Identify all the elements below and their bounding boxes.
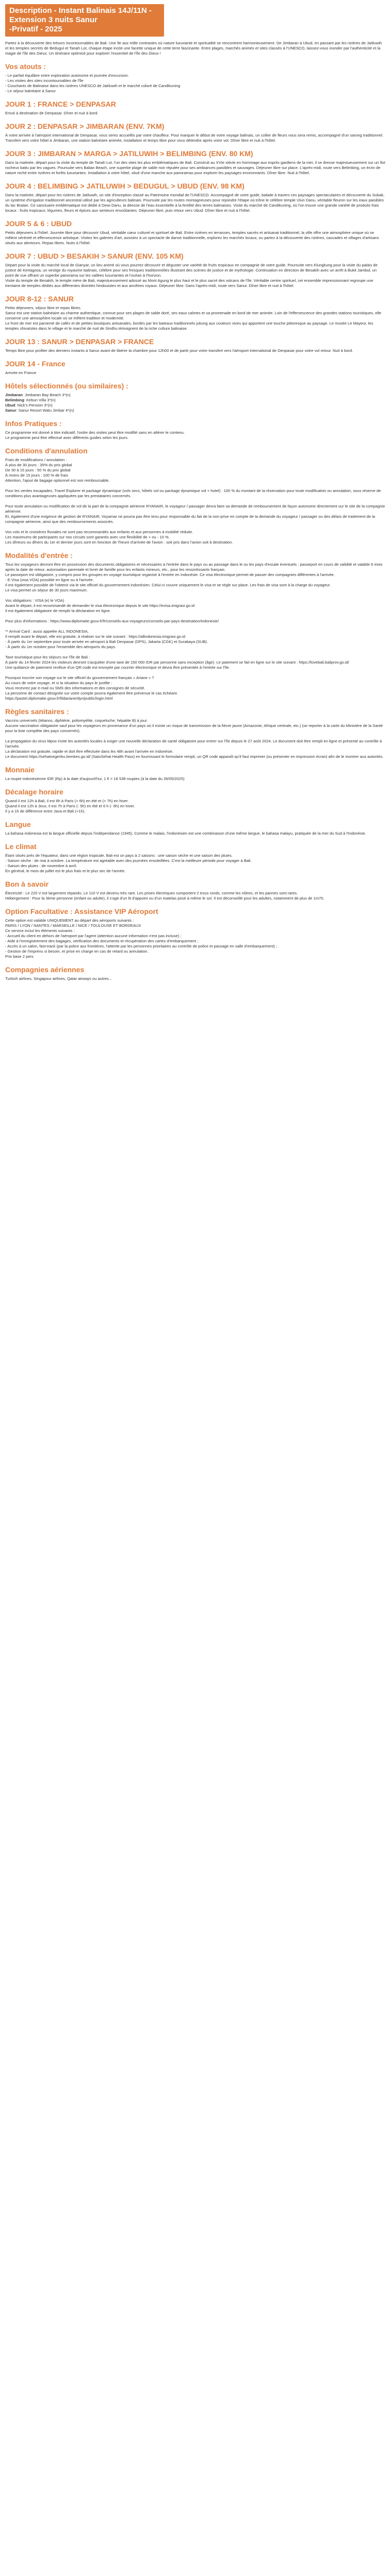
day-heading: JOUR 4 : BELIMBING > JATILUWIH > BEDUGUL > UBUD (ENV. 98 KM)	[5, 182, 245, 190]
atouts-item: - Le parfait équilibre entre exploration autonome et journée d'excursion.	[5, 73, 129, 78]
compagnies-heading: Compagnies aériennes	[5, 965, 85, 974]
day-text: Arrivée en France	[5, 370, 37, 375]
monnaie-heading: Monnaie	[5, 766, 35, 774]
hotels-heading: Hôtels sélectionnés (ou similaires) :	[5, 382, 128, 390]
page-title-line1: Description - Instant Balinais 14J/11N - Extension 3 nuits Sanur	[9, 6, 152, 24]
bon-savoir-heading: Bon à savoir	[5, 880, 49, 888]
day-heading: JOUR 13 : SANUR > DENPASAR > FRANCE	[5, 337, 154, 346]
day-heading: JOUR 3 : JIMBARAN > MARGA > JATILUWIH > BELIMBING (ENV. 80 KM)	[5, 149, 253, 158]
hotel-item: Sanur: Sanur Resort Watu Jimbar 4*(n)	[5, 408, 74, 413]
day-heading: JOUR 7 : UBUD > BESAKIH > SANUR (ENV. 105 KM)	[5, 252, 184, 260]
day-heading: JOUR 8-12 : SANUR	[5, 295, 74, 303]
option-text: Cette option est valable UNIQUEMENT au départ des aéroports suivants : PARIS / LYON / NANTES / MARSEILLE / NICE / TOULOUSE ET BORDEAUX Ce service inclut les éléments suivants : - Accueil du client en dehors de l'aéroport par l'agent (attention aucune information n'est pas incluse) ; - Aide à l'enregistrement des bagages, vérification des documents et récupération des cartes d'embarquement ; - Accès à un salon, fast-track (par la police aux frontières, l'attente par les personnes prioritaires au contrôle de police et passage en salle d'embarquement) ; - Gestion de l'imprévu si besoin, et prise en charge en cas de retard ou annulation. Prix base 2 pers	[5, 918, 278, 959]
day-text: Petits déjeuners, séjour libre et repas libres. Sanur est une station balnéaire au charme authentique, connue pour ses plages de sable doré, ses eaux calmes et sa promenade en bord de mer animée. Loin de l'effervescence des grandes stations touristiques, elle conserve une atmosphère locale où se mêlent tradition et modernité. Le front de mer est parsemé de cafés et de petites boutiques artisanales, bordés par les bateaux traditionnels jukung aux couleurs vives qui apportent une touche pittoresque au paysage. Le musée Le Mayeur, les temples shivaïstes dans le village et le marché de nuit de Sindhu témoignent de la riche culture balinaise.	[5, 306, 382, 331]
infos-text: Ce programme est donné à titre indicatif, l'ordre des visites peut être modifié sans en altérer le contenu. Le programme peut être effectué avec différents guides selon les jours.	[5, 430, 185, 440]
day-heading: JOUR 14 - France	[5, 360, 66, 368]
decalage-text: Quand il est 12h à Bali, il est 6h à Paris (+ 6h) en été et (+ 7h) en hiver. Quand il est 12h à Jeux, il est 7h à Paris (- 5h) en été et 6 h (- 6h) en hiver. Il y a 1h de différence entre Java et Bali (+1h).	[5, 799, 135, 814]
day-text: Départ pour la visite du marché local de Gianyar, un lieu animé où vous pourrez découvrir et déguster une variété de fruits tropicaux en compagnie de votre guide. Poursuite vers Klungkung pour la visite du palais de justice de Kertagosa, un vestige du royaume balinais, célèbre pour ses fresques traditionnelles illustrant des scènes de justice et de mythologie. Continuation en direction de Besakih avec un arrêt à Bukit Jambul, un point de vue offrant un superbe panorama sur les vallées luxuriantes et l'océan à l'horizon. Visite du temple de Besakih, le temple mère de Bali, majestueusement adossé au Mont Agung le plus haut et le plus sacré des volcans de l'île. Véritable centre spirituel, cet ensemble impressionnant regroupe une trentaine de temples dédiés aux différentes divinités hindouistes et aux ancêtres royaux. Déjeuner libre. Dans l'après-midi, route vers Sanur. Dîner libre et nuit à l'hôtel.	[5, 263, 378, 288]
compagnies-text: Turkish airlines, Singapour airlines, Qatar airways ou autres...	[5, 976, 112, 981]
atouts-item: - Le séjour balnéaire à Sanur	[5, 89, 56, 93]
day-heading: JOUR 1 : FRANCE > DENPASAR	[5, 100, 116, 108]
monnaie-text: La roupie indonésienne IDR (Rp) à la date d'aujourd'hui, 1 € = 18 538 roupies (à la date du 26/05/2025)	[5, 776, 185, 781]
day-text: Dans la matinée, départ pour la visite du temple de Tanah Lot, l'un des sites les plus emblématiques de Bali. Construit au XVIe siècle en hommage aux esprits gardiens de la mer, il se dresse majestueusement sur un îlot rocheux battu par les vagues. Poursuite vers Balian Beach, une superbe plage de sable noir réputée pour ses ambiances paisibles et sauvages. Déjeuner libre sur place. L'après-midi, route vers Belimbing, un écrin de nature niché entre rizières et forêts luxuriantes. Installation à votre hôtel, situé d'une manche aux panoramas pour explorer les paysages environnants. Dîner libre. Nuit à l'hôtel.	[5, 160, 385, 175]
hotel-name: Sanur Resort Watu Jimbar 4*(n)	[18, 408, 74, 413]
climat-heading: Le climat	[5, 842, 37, 851]
day-heading: JOUR 5 & 6 : UBUD	[5, 219, 72, 228]
sante-text: Vaccins universels (tétanos, diphtérie, poliomyélite, coqueluche, hépatite B) à jour. Aucune vaccination obligatoire sauf pour les voyageurs en provenance d'un pays où il existe un risque de transmission de la fièvre jaune (Amazonie, Afrique centrale, etc.) (se reporter à la carte du Ministère de la Santé pour la liste complète des pays concernés). La propagation du virus Mpox invite les autorités locales à exiger une nouvelle déclaration de santé obligatoire pour entrer sur l'île depuis le 27 août 2024. Le document doit être rempli en ligne et présenté au contrôle à l'arrivée. La déclaration est gratuite, rapide et doit être effectuée dans les 48h avant l'arrivée en Indonésie. Le document https://sehatnegeriku.kemkes.go.id/ (SatuSehat Health Pass) en fournissant le formulaire rempli, un QR code apparaît qu'il faut imprimer (ou présenter en impression écran) afin de le montrer aux autorités.	[5, 718, 384, 759]
hotel-city: Ubud	[5, 403, 15, 408]
hotel-item: Ubud: Nick's Pension 3*(n)	[5, 403, 53, 408]
intro-text: Partez à la découverte des trésors incontournables de Bali. Une île aux mille contrastes où nature luxuriante et spiritualité se rencontrent harmonieusement. De Jimbaran à Ubud, en passant par les rizières de Jatiluwih et les temples secrets de Bedugul et Tanah Lot, chaque étape incite une facette unique de cette terre fascinante. Entre plages, marchés animés et sites classés à l'UNESCO, laissez-vous inonder par l'authenticité et la magie de l'île des Dieux. Un itinéraire optimisé pour explorer l'essentiel de l'île des Dieux !	[5, 41, 382, 56]
atouts-item: - Les visites des sites incontournables de l'île	[5, 78, 84, 83]
page-title	[5, 4, 164, 37]
bon-savoir-text: Électricité : Le 220 V est largement répandu. Le 110 V est devenu très rare. Les prises électriques comportent 2 trous ronds, comme les nôtres, et les pannes sont rares. Hébergement : Pour la 3ème personne (enfant ou adulte), il s'agit d'un lit d'appoint ou d'un matelas posé à même le sol. Il est déconseillé pour les adultes, notamment de plus de 1m70.	[5, 891, 324, 901]
langue-heading: Langue	[5, 820, 31, 828]
day-text: Petits déjeuners à l'hôtel. Journée libre pour découvrir Ubud, véritable cœur culturel et spirituel de Bali. Entre rizières en terrasses, temples sacrés et artisanat traditionnel, la ville offre une atmosphère unique où se mêlent sérénité et effervescence artistique. Visitez les galeries d'art, assistez à un spectacle de danse traditionnelle, explorez les marchés locaux, ou partez à la découverte des rizières, cascades et villages d'artisans situés aux alentours. Repas libres. Nuits à l'hôtel.	[5, 230, 379, 245]
climat-text: Étant situés près de l'équateur, dans une région tropicale, Bali est un pays à 2 saisons : une saison sèche et une saison des pluies. - Saison sèche : de mai à octobre. La température est agréable avec des journées ensoleillées. C'est la meilleure période pour voyager à Bali. - Saison des pluies : de novembre à avril. En général, le mois de juillet est le plus frais et le plus sec de l'année.	[5, 853, 252, 873]
hotel-item: Jimbaran: Jimbaran Bay Beach 3*(n)	[5, 393, 71, 397]
sante-heading: Règles sanitaires :	[5, 707, 69, 716]
hotel-name: Kebun Villa 3*(n)	[26, 398, 56, 402]
day-text: Dans la matinée, départ pour les rizières de Jatiluwih, un site d'exception classé au Patrimoine mondial de l'UNESCO. Accompagné de votre guide, balade à travers ces paysages spectaculaires et découverte du Subak, un système d'irrigation traditionnel ancestral utilisé par les agriculteurs balinais. Poursuite par les routes montagneuses pour rejoindre l'étape où trône le célèbre temple Ulun Danu, véritable fleuron sur les eaux paisibles du lac Bratan. Ce sanctuaire emblématique est dédié à Dewi Danu, la déesse de l'eau essentielle à la fertilité des terres balinaises. Visite du marché de Candikuning, où l'on trouve une grande variété de produits frais locaux : fruits tropicaux, légumes, fleurs et épices aux senteurs envoûtantes. Déjeuner libre, puis retour vers Ubud. Dîner libre et nuit à l'hôtel.	[5, 193, 385, 213]
infos-heading: Infos Pratiques :	[5, 419, 62, 428]
day-text: Envol à destination de Denpasar. Dîner et nuit à bord.	[5, 111, 99, 115]
conditions-text: Frais de modifications / annulation : À plus de 30 jours : 35% du prix global De 30 à 15 jours : 50 % du prix global À moins de 15 jours : 100 % de frais Attention, l'ajout de bagage optionnel est non remboursable. Pour les ventes escapades, Travel Explorer et package dynamique (vols secs, hôtels vol ou package dynamique vol + hotel) : 100 % du montant de la réservation pour toute modification ou annulation, sous réserve de conditions plus avantageuses appliquées par les prestataires concernés. Pour toute annulation ou modification de vol de la part de la compagnie aérienne RYANAIR, le voyageur / passager devra faire sa demande de remboursement de façon autonome directement sur le site de la compagnie aérienne. Et, également d'une exigence de gestion de RYANAIR, Voyamar ne pourra pas être tenu pour responsable du fait de la non-prise en compte de la demande du voyageur / passager ou des délais de traitement de la compagnie aérienne, ainsi que des remboursements associés. Vos vols et le croisières fluviales ne sont pas recommandés aux enfants et aux personnes à mobilité réduite. Les maximums de participants sur nos circuits sont garantis avec une flexibilité de + ou - 10 %. Les dîneurs ou dîners du 1er et dernier jours sont en fonction de l'heure d'arrivée de l'avion : soit pris dans l'avion soit à destination.	[5, 457, 385, 545]
atouts-list	[5, 73, 386, 94]
decalage-heading: Décalage horaire	[5, 788, 63, 796]
formalites-heading: Modalités d'entrée :	[5, 551, 73, 560]
hotel-name: Jimbaran Bay Beach 3*(n)	[25, 393, 71, 397]
hotel-item: Belimbing: Kebun Villa 3*(n)	[5, 398, 56, 402]
atouts-heading: Vos atouts :	[5, 62, 46, 71]
hotel-name: Nick's Pension 3*(n)	[17, 403, 53, 408]
hotel-city: Sanur	[5, 408, 17, 413]
option-heading: Option Facultative : Assistance VIP Aéroport	[5, 907, 158, 916]
page-title-line2: -Privatif - 2025	[9, 25, 62, 33]
day-heading: JOUR 2 : DENPASAR > JIMBARAN (ENV. 7KM)	[5, 122, 165, 130]
hotel-city: Belimbing	[5, 398, 24, 402]
day-text: À votre arrivée à l'aéroport international de Denpasar, vous serez accueillis par votre chauffeur. Pour marquer le début de votre voyage balinais, un collier de fleurs vous sera remis, accompagné d'un sarong traditionnel. Transfert vers votre hôtel à Jimbaran, une station balnéaire animée, installation et temps libre pour vous détendre après votre vol. Dîner libre et nuit à l'hôtel.	[5, 133, 384, 143]
conditions-heading: Conditions d'annulation	[5, 447, 88, 455]
atouts-item: - Couchants de Balinaise dans les rizières UNESCO de Jatiluwih et le marché coloré de Candikuning	[5, 83, 181, 88]
langue-text: La bahasa indonesia est la langue officielle depuis l'indépendance (1945). Comme le malais, l'indonésien est une combinaison d'une même langue, le bahasa malayu, pratiquée de la mer du Sud à l'Indonésie.	[5, 831, 366, 836]
day-text: Temps libre pour profiter des derniers instants à Sanur avant de libérer la chambre pour 12h00 et de partir pour votre transfert vers l'aéroport international de Denpasar pour votre vol retour. Nuit à bord.	[5, 348, 353, 353]
hotel-city: Jimbaran	[5, 393, 23, 397]
formalites-text: Tous les voyageurs devront être en possession des documents obligatoires et nécessaires à l'entrée dans le pays ou au passage dans le ou les pays d'escale éventuels : passeport en cours de validité et valable 6 mois après la date de retour, autorisation parentale et livret de famille pour les enfants mineurs, etc., pour les ressortissants français. Le passeport est obligatoire, y compris pour les groupes en voyage touristique organisé à l'entrée en Indonésie. Ce visa électronique permet de passer des compagnies différentes à l'arrivée. - E-Visa (visa VOA) possible en ligne ou à l'arrivée. Il est également possible de l'obtenir via le site officiel du gouvernement indonésien. Celui-ci couvre uniquement le visa et se règle sur place. Les frais de visa sont à la charge du voyageur. Le visa permet un séjour de 30 jours maximum. Vos obligations : VISA (e) le VOA) Avant le départ, il est recommandé de demander le visa électronique depuis le site https://evisa.imigrasi.go.id Il est également obligatoire de remplir la déclaration en ligne. Pour plus d'informations : https://www.diplomatie.gouv.fr/fr/conseils-aux-voyageurs/conseils-par-pays-destination/indonesie/ ** Arrival Card : aussi appelée ALL INDONESIA, Il remplit avant le départ, elle est gratuite, à réaliser sur le site suivant : https://allindonesia.imigrasi.go.id - À partir du 1er septembre pour toute arrivée en aéroport à Bali Denpasar (DPS), Jakarta (CGK) et Surabaya (SUB). - À partir du 1er octobre pour l'ensemble des aéroports du pays. Taxe touristique pour les séjours sur l'île de Bali : À partir du 14 février 2024 les visiteurs devront s'acquitter d'une taxe de 150 000 IDR par personne sans exception (âge). Le paiement se fait en ligne sur le site suivant : https://lovebali.baliprov.go.id/ Une quittance de paiement revêtue d'un QR code est envoyée par courrier électronique et devra être présentée à l'entrée sur l'île. Pourquoi inscrire son voyage sur le site officiel du gouvernement français « Ariane » ? Au cours de votre voyage, et si la situation du pays le justifie : Vous recevrez par e-mail ou SMS des informations et des consignes de sécurité. La personne de contact désignée sur votre compte pourra également être prévenue le cas échéant. https://pastel.diplomatie.gouv.fr/fildariane/dyn/public/login.html	[5, 562, 383, 701]
